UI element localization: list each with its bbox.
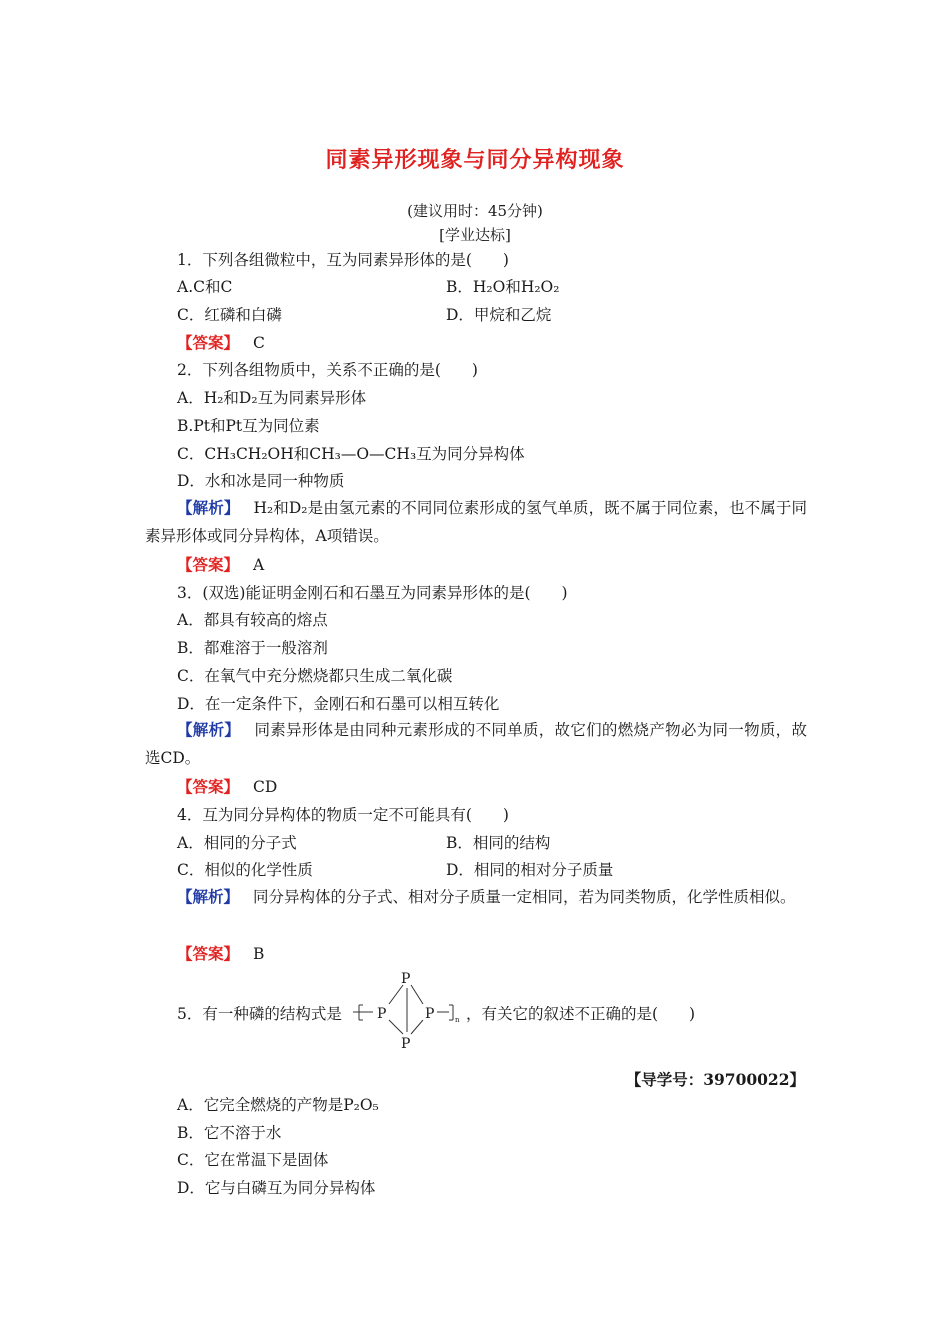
q5-option-d: D．它与白磷互为同分异构体 — [177, 1179, 376, 1197]
subscript-n: n — [455, 1016, 460, 1024]
time-note: (建议用时：45分钟) — [407, 202, 543, 220]
q1-option-d: D．甲烷和乙烷 — [446, 306, 552, 324]
q1-stem: 1．下列各组微粒中，互为同素异形体的是( ) — [177, 251, 509, 269]
q3-stem: 3．(双选)能证明金刚石和石墨互为同素异形体的是( ) — [177, 584, 568, 602]
page-title: 同素异形现象与同分异构现象 — [325, 147, 625, 173]
q4-answer: 【答案】 B — [177, 944, 265, 963]
analysis-text: H₂和D₂是由氢元素的不同同位素形成的氢气单质，既不属于同位素，也不属于同素异形体或同分异构体，A项错误。 — [145, 499, 807, 545]
q3-analysis: 【解析】 同素异形体是由同种元素形成的不同单质，故它们的燃烧产物必为同一物质，故选CD。 — [145, 720, 807, 767]
answer-value: A — [253, 556, 265, 574]
q3-option-b: B．都难溶于一般溶剂 — [177, 639, 328, 657]
q4-option-c: C．相似的化学性质 — [177, 861, 313, 879]
atom-p-top: P — [401, 971, 411, 987]
analysis-text: 同素异形体是由同种元素形成的不同单质，故它们的燃烧产物必为同一物质，故选CD。 — [145, 721, 807, 767]
answer-label: 答案 — [192, 555, 224, 574]
answer-value: B — [253, 945, 265, 963]
q5-option-c: C．它在常温下是固体 — [177, 1151, 329, 1169]
phosphorus-structure-diagram — [353, 968, 473, 1052]
analysis-label: 解析 — [192, 498, 224, 517]
q3-option-d: D．在一定条件下，金刚石和石墨可以相互转化 — [177, 695, 500, 713]
q2-option-b: B.Pt和Pt互为同位素 — [177, 417, 320, 435]
q5-option-b: B．它不溶于水 — [177, 1124, 282, 1142]
answer-label: 答案 — [192, 333, 224, 352]
atom-p-right: P — [425, 1006, 435, 1022]
atom-p-left: P — [377, 1006, 387, 1022]
guide-number: 【导学号：39700022】 — [625, 1070, 805, 1089]
atom-p-bottom: P — [401, 1036, 411, 1052]
analysis-label: 解析 — [192, 720, 225, 739]
q1-option-c: C．红磷和白磷 — [177, 306, 282, 324]
q5-stem-before: 5．有一种磷的结构式是 — [177, 1005, 342, 1023]
q2-answer: 【答案】 A — [177, 555, 265, 574]
section-heading: [学业达标] — [439, 226, 511, 244]
q1-option-b: B．H₂O和H₂O₂ — [446, 278, 560, 296]
answer-label: 答案 — [192, 944, 224, 963]
q2-option-d: D．水和冰是同一种物质 — [177, 472, 345, 490]
q5-option-a: A．它完全燃烧的产物是P₂O₅ — [177, 1096, 379, 1114]
answer-value: CD — [253, 778, 278, 796]
q4-stem: 4．互为同分异构体的物质一定不可能具有( ) — [177, 806, 509, 824]
answer-value: C — [253, 334, 265, 352]
q2-option-c: C．CH₃CH₂OH和CH₃—O—CH₃互为同分异构体 — [177, 445, 525, 463]
analysis-label: 解析 — [192, 887, 224, 906]
q3-option-a: A．都具有较高的熔点 — [177, 611, 328, 629]
q2-stem: 2．下列各组物质中，关系不正确的是( ) — [177, 361, 478, 379]
q5-stem-after: ，有关它的叙述不正确的是( ) — [466, 1005, 696, 1023]
q4-option-a: A．相同的分子式 — [177, 834, 297, 852]
q4-option-d: D．相同的相对分子质量 — [446, 861, 614, 879]
q3-answer: 【答案】 CD — [177, 777, 278, 796]
analysis-text: 同分异构体的分子式、相对分子质量一定相同，若为同类物质，化学性质相似。 — [253, 888, 796, 906]
phosphorus-structure-svg — [353, 968, 473, 1052]
q2-option-a: A．H₂和D₂互为同素异形体 — [177, 389, 367, 407]
q3-option-c: C．在氧气中充分燃烧都只生成二氧化碳 — [177, 667, 453, 685]
q1-option-a: A.C和C — [177, 278, 233, 296]
q4-analysis: 【解析】 同分异构体的分子式、相对分子质量一定相同，若为同类物质，化学性质相似。 — [177, 887, 796, 906]
answer-label: 答案 — [192, 777, 224, 796]
q4-option-b: B．相同的结构 — [446, 834, 551, 852]
q2-analysis: 【解析】 H₂和D₂是由氢元素的不同同位素形成的氢气单质，既不属于同位素，也不属于同素异形体或同分异构体，A项错误。 — [145, 498, 807, 545]
q1-answer: 【答案】 C — [177, 333, 265, 352]
